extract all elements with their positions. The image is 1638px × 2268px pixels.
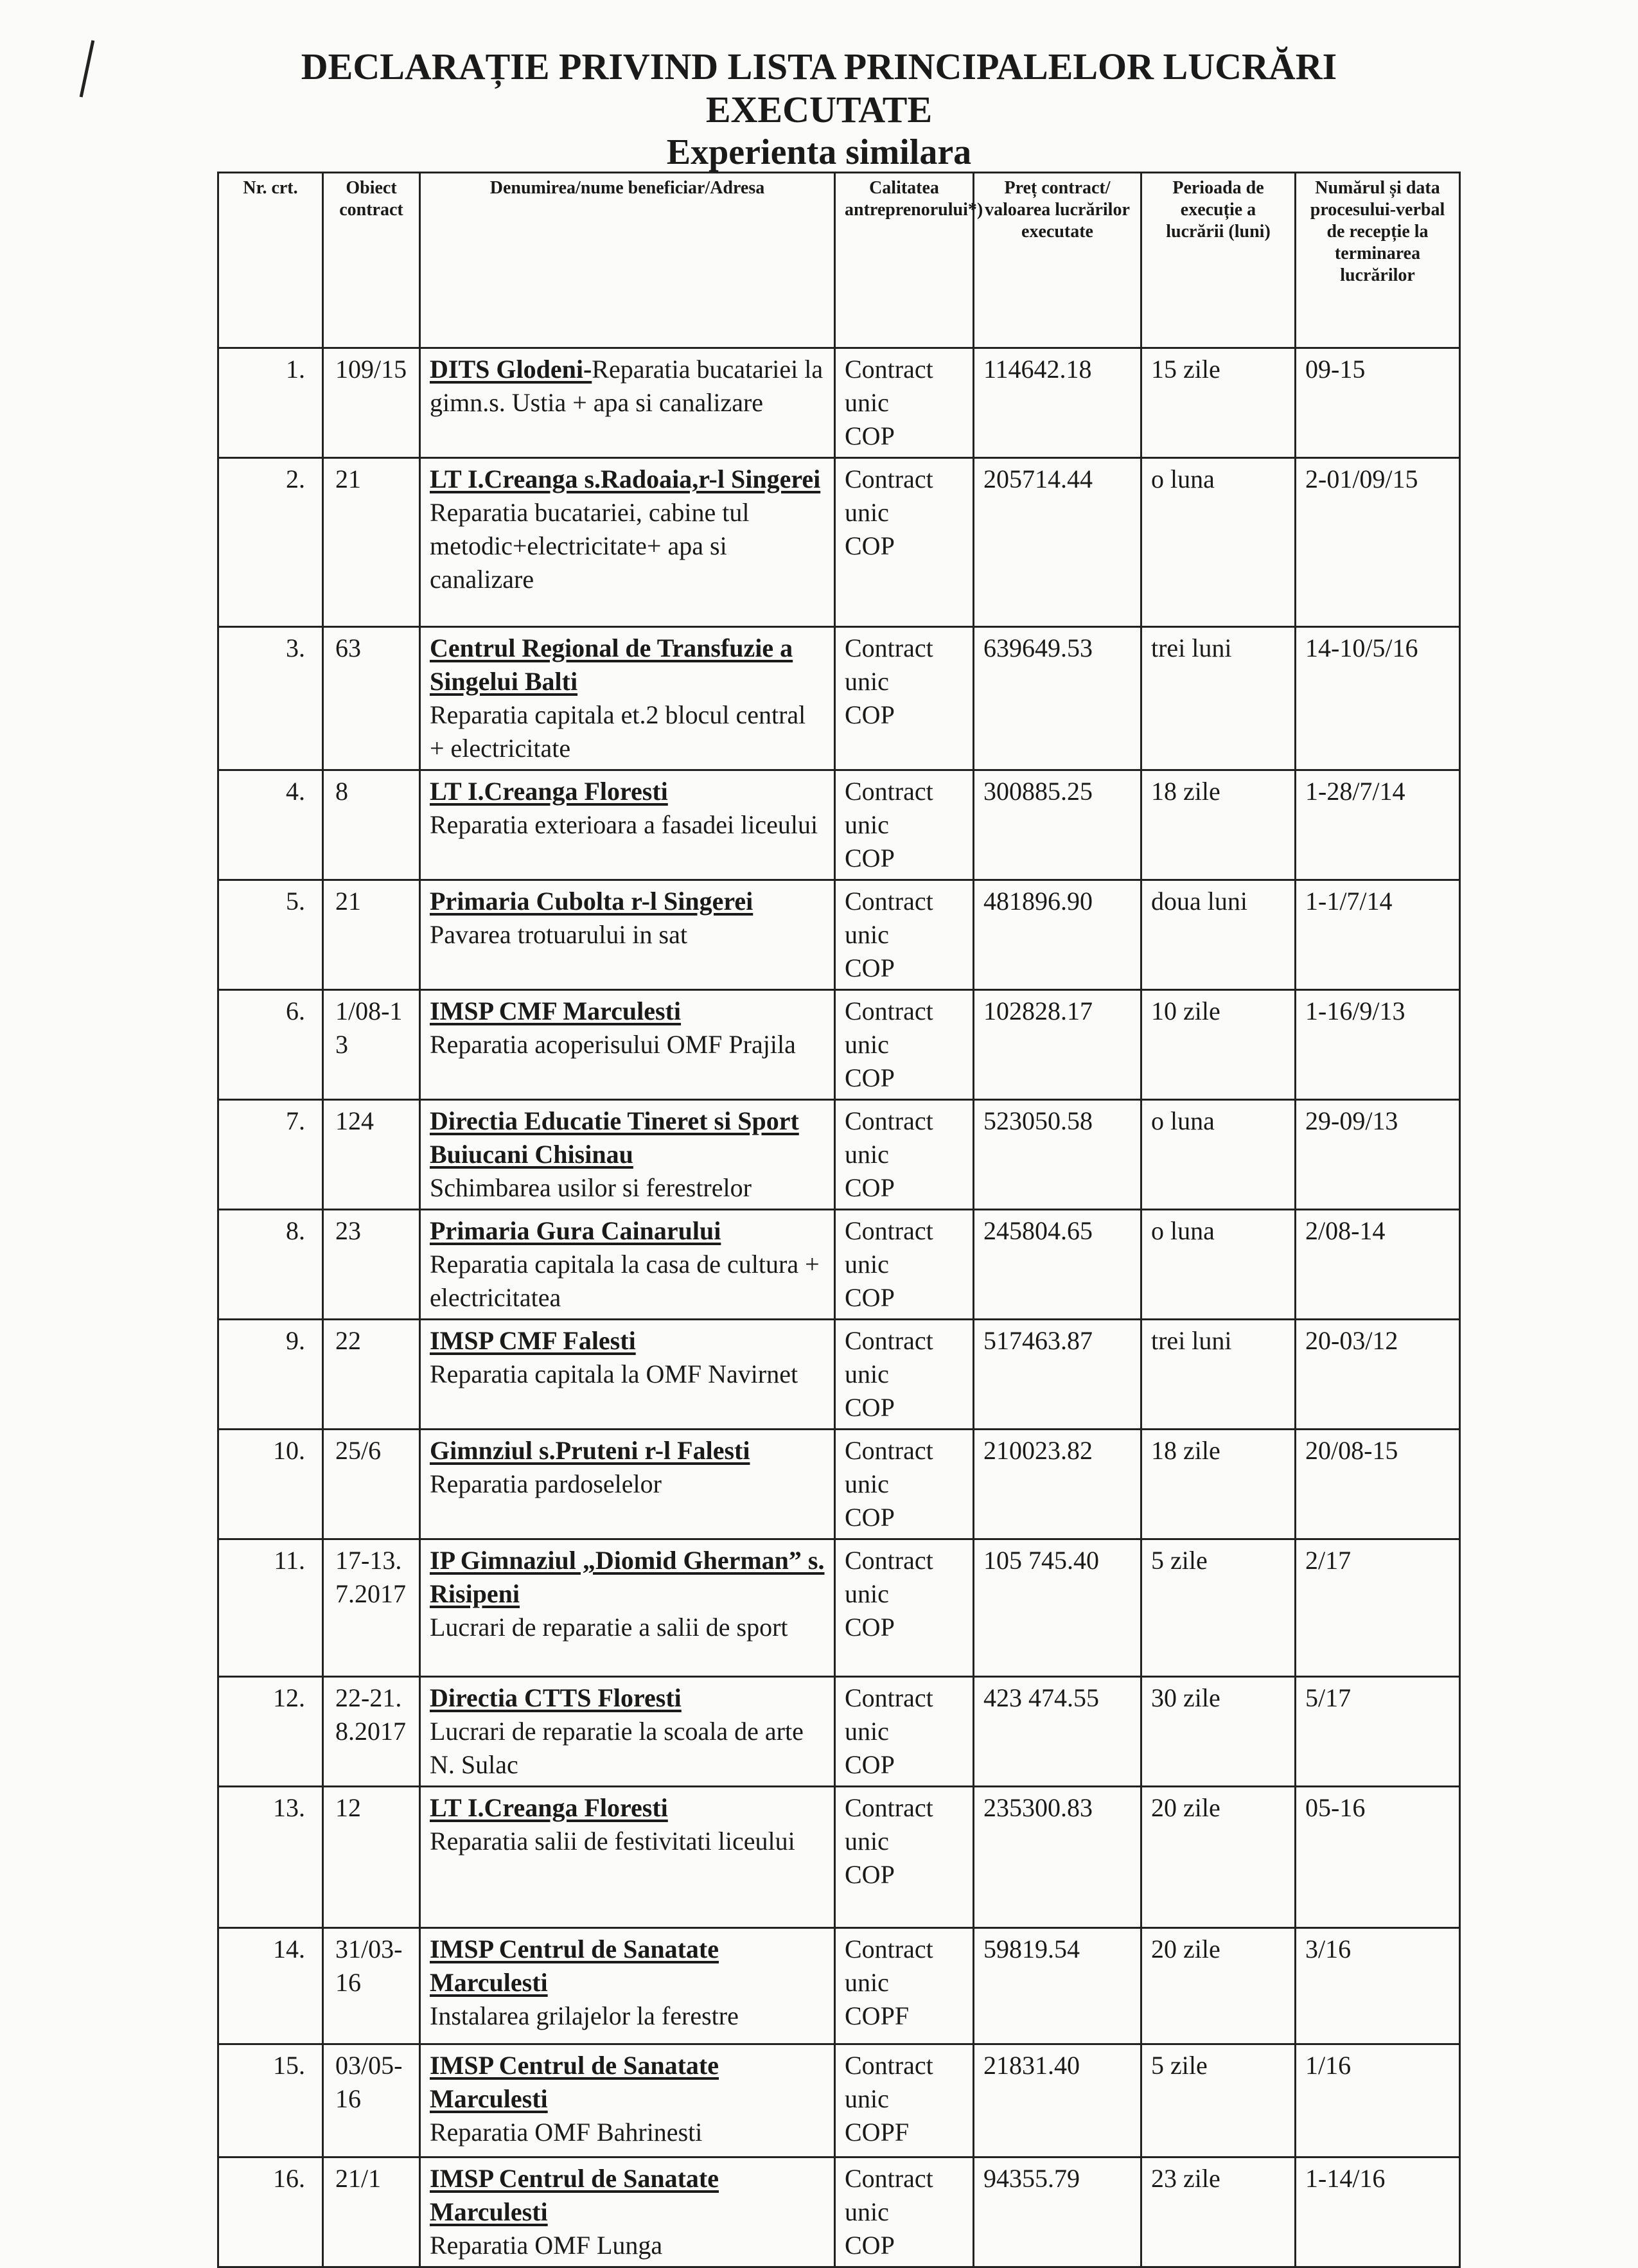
cell-calitate: Contract unic COP [835, 2157, 974, 2267]
work-description: Reparatia acoperisului OMF Prajila [430, 1030, 796, 1059]
cell-proces-verbal: 2-01/09/15 [1296, 458, 1460, 627]
cell-calitate: Contract unic COP [835, 458, 974, 627]
cell-pret: 235300.83 [974, 1787, 1141, 1928]
cell-perioada: 20 zile [1141, 1928, 1296, 2044]
work-description: Reparatia salii de festivitati liceului [430, 1827, 795, 1856]
cell-nr: 6. [218, 990, 323, 1100]
cell-proces-verbal: 2/08-14 [1296, 1210, 1460, 1320]
cell-pret: 105 745.40 [974, 1539, 1141, 1677]
cell-perioada: o luna [1141, 1100, 1296, 1210]
cell-obiect: 22 [323, 1320, 420, 1430]
table-row [218, 2157, 1460, 2267]
cell-proces-verbal: 3/16 [1296, 1928, 1460, 2044]
cell-denumire [420, 458, 835, 627]
cell-proces-verbal: 09-15 [1296, 348, 1460, 458]
cell-perioada: trei luni [1141, 627, 1296, 770]
header-perioada: Perioada de execuție a lucrării (luni) [1141, 173, 1296, 348]
cell-calitate: Contract unic COP [835, 770, 974, 880]
table-row [218, 1320, 1460, 1430]
cell-obiect: 12 [323, 1787, 420, 1928]
cell-nr: 13. [218, 1787, 323, 1928]
cell-nr: 16. [218, 2157, 323, 2267]
cell-perioada: 18 zile [1141, 770, 1296, 880]
cell-nr: 11. [218, 1539, 323, 1677]
cell-perioada: 20 zile [1141, 1787, 1296, 1928]
header-calitate: Calitatea antreprenorului*) [835, 173, 974, 348]
cell-calitate: Contract unic COP [835, 1320, 974, 1430]
table-row [218, 990, 1460, 1100]
cell-obiect: 25/6 [323, 1430, 420, 1539]
work-description: Instalarea grilajelor la ferestre [430, 2001, 739, 2030]
beneficiary-name: Primaria Cubolta r-l Singerei [430, 887, 753, 916]
cell-obiect: 21 [323, 880, 420, 990]
cell-calitate: Contract unic COPF [835, 1928, 974, 2044]
cell-denumire [420, 1539, 835, 1677]
cell-nr: 3. [218, 627, 323, 770]
cell-proces-verbal: 14-10/5/16 [1296, 627, 1460, 770]
cell-proces-verbal: 5/17 [1296, 1677, 1460, 1787]
cell-perioada: 15 zile [1141, 348, 1296, 458]
beneficiary-name: LT I.Creanga s.Radoaia,r-l Singerei [430, 465, 821, 493]
cell-obiect: 31/03-16 [323, 1928, 420, 2044]
cell-calitate: Contract unic COP [835, 1539, 974, 1677]
cell-calitate: Contract unic COP [835, 1430, 974, 1539]
table-row [218, 1100, 1460, 1210]
table-row [218, 1539, 1460, 1677]
cell-obiect: 21 [323, 458, 420, 627]
cell-proces-verbal: 1/16 [1296, 2044, 1460, 2157]
table-row [218, 627, 1460, 770]
beneficiary-name: IMSP CMF Marculesti [430, 997, 682, 1025]
header-pret: Preț contract/ valoarea lucrărilor executate [974, 173, 1141, 348]
cell-denumire [420, 1430, 835, 1539]
cell-nr: 10. [218, 1430, 323, 1539]
cell-pret: 300885.25 [974, 770, 1141, 880]
cell-pret: 205714.44 [974, 458, 1141, 627]
cell-nr: 15. [218, 2044, 323, 2157]
cell-perioada: 30 zile [1141, 1677, 1296, 1787]
cell-proces-verbal: 05-16 [1296, 1787, 1460, 1928]
table-row [218, 880, 1460, 990]
cell-calitate: Contract unic COP [835, 1787, 974, 1928]
cell-denumire [420, 1677, 835, 1787]
cell-denumire [420, 1320, 835, 1430]
beneficiary-name: Directia CTTS Floresti [430, 1683, 682, 1712]
beneficiary-name: IP Gimnaziul „Diomid Gherman” s. Risipeni [430, 1546, 825, 1608]
cell-calitate: Contract unic COP [835, 990, 974, 1100]
cell-denumire [420, 348, 835, 458]
cell-pret: 114642.18 [974, 348, 1141, 458]
cell-pret: 517463.87 [974, 1320, 1141, 1430]
cell-perioada: 18 zile [1141, 1430, 1296, 1539]
work-description: Reparatia OMF Lunga [430, 2231, 663, 2260]
cell-proces-verbal: 20-03/12 [1296, 1320, 1460, 1430]
cell-nr: 4. [218, 770, 323, 880]
cell-proces-verbal: 1-16/9/13 [1296, 990, 1460, 1100]
document-title: DECLARAȚIE PRIVIND LISTA PRINCIPALELOR LUCRĂRI [301, 46, 1337, 87]
work-description: Reparatia bucatariei la gimn.s. Ustia + apa si canalizare [430, 355, 823, 417]
table-row [218, 1928, 1460, 2044]
cell-pret: 21831.40 [974, 2044, 1141, 2157]
cell-obiect: 109/15 [323, 348, 420, 458]
table-header-row [218, 173, 1460, 348]
cell-proces-verbal: 1-28/7/14 [1296, 770, 1460, 880]
beneficiary-name: DITS Glodeni- [430, 355, 592, 384]
cell-nr: 8. [218, 1210, 323, 1320]
table-row [218, 770, 1460, 880]
cell-pret: 102828.17 [974, 990, 1141, 1100]
beneficiary-name: IMSP Centrul de Sanatate Marculesti [430, 2164, 719, 2226]
table-row [218, 1677, 1460, 1787]
cell-nr: 1. [218, 348, 323, 458]
cell-pret: 523050.58 [974, 1100, 1141, 1210]
work-description: Reparatia exterioara a fasadei liceului [430, 810, 818, 839]
cell-denumire [420, 2157, 835, 2267]
beneficiary-name: Primaria Gura Cainarului [430, 1216, 721, 1245]
cell-proces-verbal: 2/17 [1296, 1539, 1460, 1677]
cell-calitate: Contract unic COP [835, 880, 974, 990]
beneficiary-name: IMSP Centrul de Sanatate Marculesti [430, 1935, 719, 1997]
table-row [218, 458, 1460, 627]
cell-nr: 5. [218, 880, 323, 990]
cell-perioada: o luna [1141, 458, 1296, 627]
cell-denumire [420, 1928, 835, 2044]
cell-obiect: 63 [323, 627, 420, 770]
cell-denumire [420, 1787, 835, 1928]
cell-denumire [420, 880, 835, 990]
cell-pret: 245804.65 [974, 1210, 1141, 1320]
cell-proces-verbal: 20/08-15 [1296, 1430, 1460, 1539]
work-description: Reparatia capitala et.2 blocul central + electricitate [430, 700, 806, 763]
cell-proces-verbal: 29-09/13 [1296, 1100, 1460, 1210]
cell-denumire [420, 627, 835, 770]
cell-calitate: Contract unic COP [835, 348, 974, 458]
cell-obiect: 03/05-16 [323, 2044, 420, 2157]
cell-nr: 2. [218, 458, 323, 627]
cell-perioada: o luna [1141, 1210, 1296, 1320]
work-description: Reparatia capitala la OMF Navirnet [430, 1360, 798, 1388]
cell-perioada: trei luni [1141, 1320, 1296, 1430]
work-description: Lucrari de reparatie a salii de sport [430, 1613, 788, 1642]
cell-pret: 94355.79 [974, 2157, 1141, 2267]
document-title-line2: EXECUTATE [705, 89, 933, 130]
cell-denumire [420, 1210, 835, 1320]
work-description: Lucrari de reparatie la scoala de arte N. Sulac [430, 1717, 804, 1779]
beneficiary-name: LT I.Creanga Floresti [430, 777, 668, 806]
document-subtitle: Experienta similara [666, 132, 972, 172]
cell-denumire [420, 2044, 835, 2157]
cell-denumire [420, 770, 835, 880]
cell-perioada: 10 zile [1141, 990, 1296, 1100]
cell-obiect: 1/08-13 [323, 990, 420, 1100]
cell-obiect: 8 [323, 770, 420, 880]
work-description: Schimbarea usilor si ferestrelor [430, 1173, 752, 1202]
cell-obiect: 23 [323, 1210, 420, 1320]
cell-pret: 210023.82 [974, 1430, 1141, 1539]
cell-perioada: 23 zile [1141, 2157, 1296, 2267]
beneficiary-name: IMSP Centrul de Sanatate Marculesti [430, 2051, 719, 2113]
cell-obiect: 21/1 [323, 2157, 420, 2267]
works-table [217, 172, 1461, 2268]
header-proces-verbal: Numărul și data procesului-verbal de recepție la terminarea lucrărilor [1296, 173, 1460, 348]
beneficiary-name: Directia Educatie Tineret si Sport Buiucani Chisinau [430, 1106, 799, 1169]
cell-pret: 481896.90 [974, 880, 1141, 990]
work-description: Reparatia pardoselelor [430, 1469, 662, 1498]
cell-perioada: 5 zile [1141, 1539, 1296, 1677]
cell-calitate: Contract unic COP [835, 1210, 974, 1320]
beneficiary-name: LT I.Creanga Floresti [430, 1793, 668, 1822]
beneficiary-name: IMSP CMF Falesti [430, 1326, 636, 1355]
cell-obiect: 124 [323, 1100, 420, 1210]
table-row [218, 1430, 1460, 1539]
cell-proces-verbal: 1-1/7/14 [1296, 880, 1460, 990]
beneficiary-name: Gimnziul s.Pruteni r-l Falesti [430, 1436, 750, 1465]
cell-calitate: Contract unic COP [835, 1100, 974, 1210]
table-row [218, 348, 1460, 458]
cell-obiect: 17-13.7.2017 [323, 1539, 420, 1677]
cell-pret: 423 474.55 [974, 1677, 1141, 1787]
beneficiary-name: Centrul Regional de Transfuzie a Singelui Balti [430, 633, 793, 696]
cell-perioada: doua luni [1141, 880, 1296, 990]
cell-nr: 9. [218, 1320, 323, 1430]
cell-nr: 12. [218, 1677, 323, 1787]
work-description: Pavarea trotuarului in sat [430, 920, 687, 949]
table-row [218, 1787, 1460, 1928]
cell-proces-verbal: 1-14/16 [1296, 2157, 1460, 2267]
cell-nr: 7. [218, 1100, 323, 1210]
cell-denumire [420, 1100, 835, 1210]
work-description: Reparatia capitala la casa de cultura + electricitatea [430, 1250, 820, 1312]
cell-pret: 639649.53 [974, 627, 1141, 770]
cell-obiect: 22-21.8.2017 [323, 1677, 420, 1787]
cell-calitate: Contract unic COP [835, 627, 974, 770]
table-row [218, 1210, 1460, 1320]
cell-perioada: 5 zile [1141, 2044, 1296, 2157]
header-obiect: Obiect contract [323, 173, 420, 348]
cell-calitate: Contract unic COP [835, 1677, 974, 1787]
work-description: Reparatia bucatariei, cabine tul metodic+electricitate+ apa si canalizare [430, 498, 750, 594]
cell-calitate: Contract unic COPF [835, 2044, 974, 2157]
work-description: Reparatia OMF Bahrinesti [430, 2118, 703, 2147]
cell-pret: 59819.54 [974, 1928, 1141, 2044]
table-row [218, 2044, 1460, 2157]
header-nr: Nr. crt. [218, 173, 323, 348]
cell-nr: 14. [218, 1928, 323, 2044]
cell-denumire [420, 990, 835, 1100]
header-denumire: Denumirea/nume beneficiar/Adresa [420, 173, 835, 348]
